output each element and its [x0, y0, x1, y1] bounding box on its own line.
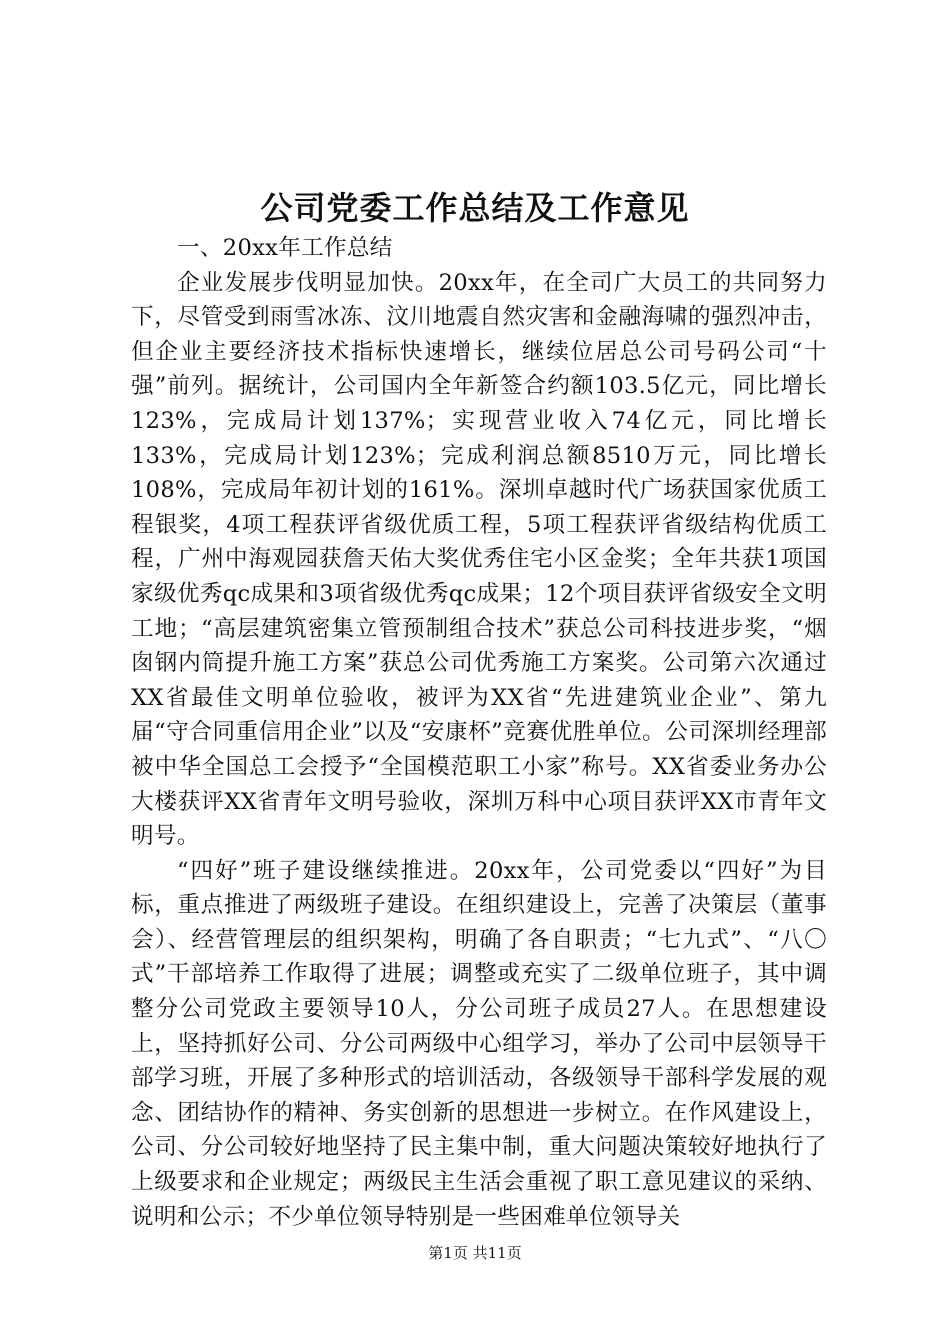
document-title: 公司党委工作总结及工作意见	[260, 189, 690, 227]
paragraph-economic-growth: 企业发展步伐明显加快。20xx年，在全司广大员工的共同努力下，尽管受到雨雪冰冻、汶川地震自然灾害和金融海啸的强烈冲击，但企业主要经济技术指标快速增长，继续位居总公司号码公司“十强”前列。据统计，公司国内全年新签合约额103.5亿元，同比增长123%，完成局计划137%；实现营业收入74亿元，同比增长133%，完成局计划123%；完成利润总额8510万元，同比增长108%，完成局年初计划的161%。深圳卓越时代广场获国家优质工程银奖，4项工程获评省级优质工程，5项工程获评省级结构优质工程，广州中海观园获詹天佑大奖优秀住宅小区金奖；全年共获1项国家级优秀qc成果和3项省级优秀qc成果；12个项目获评省级安全文明工地；“高层建筑密集立管预制组合技术”获总公司科技进步奖，“烟囱钢内筒提升施工方案”获总公司优秀施工方案奖。公司第六次通过XX省最佳文明单位验收，被评为XX省“先进建筑业企业”、第九届“守合同重信用企业”以及“安康杯”竞赛优胜单位。公司深圳经理部被中华全国总工会授予“全国模范职工小家”称号。XX省委业务办公大楼获评XX省青年文明号验收，深圳万科中心项目获评XX市青年文明号。	[131, 269, 827, 850]
paragraph-leadership-building: “四好”班子建设继续推进。20xx年，公司党委以“四好”为目标，重点推进了两级班子建设。在组织建设上，完善了决策层（董事会）、经营管理层的组织架构，明确了各自职责；“七九式”、“八〇式”干部培养工作取得了进展；调整或充实了二级单位班子，其中调整分公司党政主要领导10人，分公司班子成员27人。在思想建设上，坚持抓好公司、分公司两级中心组学习，举办了公司中层领导干部学习班，开展了多种形式的培训活动，各级领导干部科学发展的观念、团结协作的精神、务实创新的思想进一步树立。在作风建设上，公司、分公司较好地坚持了民主集中制，重大问题决策较好地执行了上级要求和企业规定；两级民主生活会重视了职工意见建议的采纳、说明和公示；不少单位领导特别是一些困难单位领导关	[131, 857, 827, 1230]
page-number-footer: 第1页 共11页	[428, 1244, 522, 1262]
section-heading: 一、20xx年工作总结	[177, 235, 393, 261]
document-body	[131, 231, 827, 1234]
